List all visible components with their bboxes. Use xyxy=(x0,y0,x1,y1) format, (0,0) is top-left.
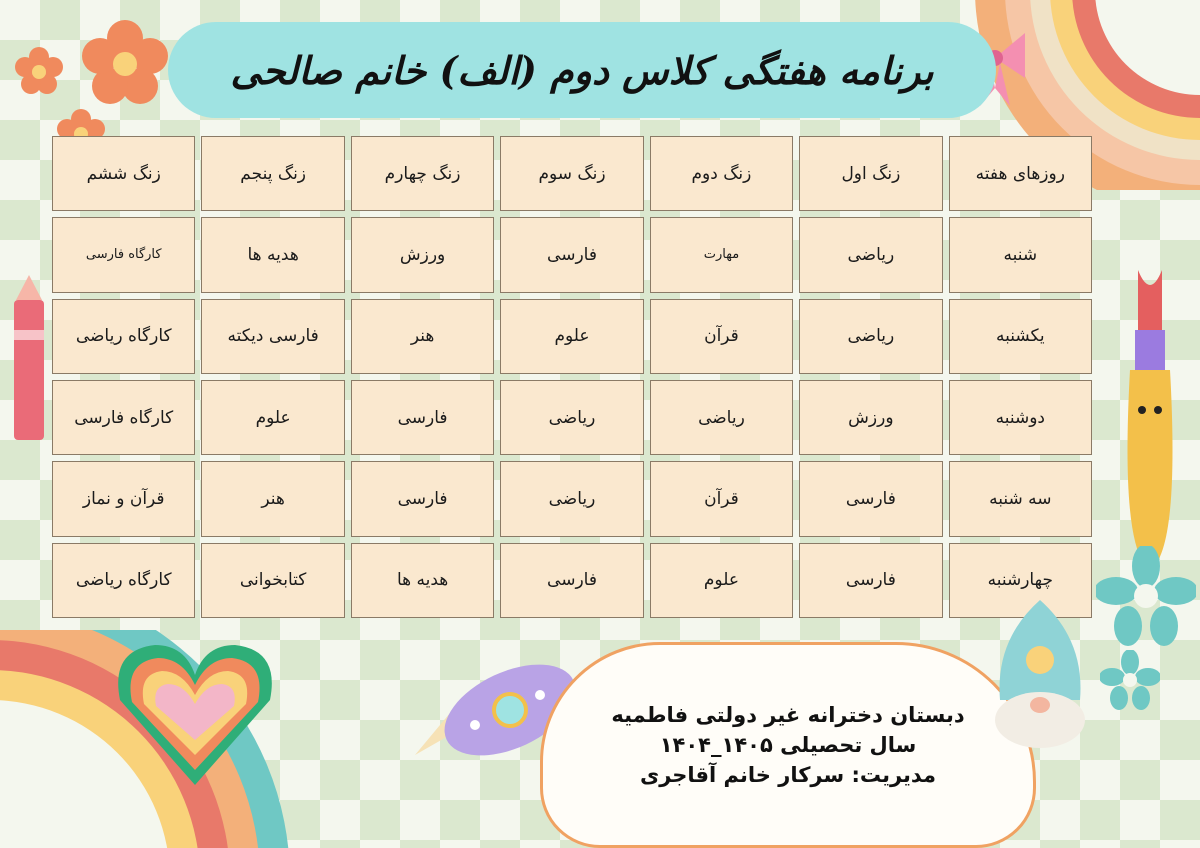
table-header-cell: زنگ پنجم xyxy=(201,136,344,211)
page-title: برنامه هفتگی کلاس دوم (الف) خانم صالحی xyxy=(230,47,934,93)
table-cell: کتابخوانی xyxy=(201,543,344,618)
table-cell: ورزش xyxy=(799,380,942,455)
table-cell: کارگاه ریاضی xyxy=(52,543,195,618)
table-cell: فارسی xyxy=(500,217,643,292)
table-header-cell: زنگ اول xyxy=(799,136,942,211)
table-day-cell: سه شنبه xyxy=(949,461,1092,536)
school-name: دبستان دخترانه غیر دولتی فاطمیه xyxy=(611,703,965,727)
crayon-icon xyxy=(4,270,54,440)
table-cell: ریاضی xyxy=(799,217,942,292)
table-cell: فارسی xyxy=(799,461,942,536)
table-cell: قرآن xyxy=(650,299,793,374)
academic-year: سال تحصیلی ۱۴۰۵_۱۴۰۴ xyxy=(659,733,917,757)
table-cell: فارسی دیکته xyxy=(201,299,344,374)
table-cell: مهارت xyxy=(650,217,793,292)
table-cell: کارگاه فارسی xyxy=(52,380,195,455)
heart-icon xyxy=(110,640,280,790)
principal-name: مدیریت: سرکار خانم آقاجری xyxy=(639,763,937,787)
table-cell: هنر xyxy=(351,299,494,374)
table-cell: علوم xyxy=(201,380,344,455)
star-flower-icon xyxy=(1100,650,1160,710)
table-day-cell: دوشنبه xyxy=(949,380,1092,455)
table-cell: ریاضی xyxy=(799,299,942,374)
table-cell: فارسی xyxy=(351,380,494,455)
star-flower-icon xyxy=(1096,546,1196,646)
table-cell: کارگاه ریاضی xyxy=(52,299,195,374)
gnome-icon xyxy=(985,600,1095,750)
table-header-cell: زنگ سوم xyxy=(500,136,643,211)
table-cell: قرآن xyxy=(650,461,793,536)
table-cell: ریاضی xyxy=(500,380,643,455)
table-day-cell: یکشنبه xyxy=(949,299,1092,374)
table-cell: هدیه ها xyxy=(351,543,494,618)
table-cell: هنر xyxy=(201,461,344,536)
school-info-cloud xyxy=(540,642,1036,848)
table-cell: فارسی xyxy=(799,543,942,618)
table-cell: علوم xyxy=(500,299,643,374)
table-cell: ورزش xyxy=(351,217,494,292)
table-cell: کارگاه فارسی xyxy=(52,217,195,292)
table-header-cell: زنگ ششم xyxy=(52,136,195,211)
table-header-cell: زنگ چهارم xyxy=(351,136,494,211)
table-cell: قرآن و نماز xyxy=(52,461,195,536)
table-cell: هدیه ها xyxy=(201,217,344,292)
table-day-cell: شنبه xyxy=(949,217,1092,292)
table-cell: فارسی xyxy=(351,461,494,536)
table-cell: ریاضی xyxy=(500,461,643,536)
paintbrush-icon xyxy=(1100,270,1190,570)
table-day-cell: چهارشنبه xyxy=(949,543,1092,618)
flower-icon xyxy=(80,18,170,108)
table-header-cell: روزهای هفته xyxy=(949,136,1092,211)
title-banner xyxy=(168,22,996,118)
table-cell: فارسی xyxy=(500,543,643,618)
table-header-cell: زنگ دوم xyxy=(650,136,793,211)
table-cell: ریاضی xyxy=(650,380,793,455)
flower-icon xyxy=(14,46,64,96)
table-cell: علوم xyxy=(650,543,793,618)
schedule-table xyxy=(52,136,1092,618)
